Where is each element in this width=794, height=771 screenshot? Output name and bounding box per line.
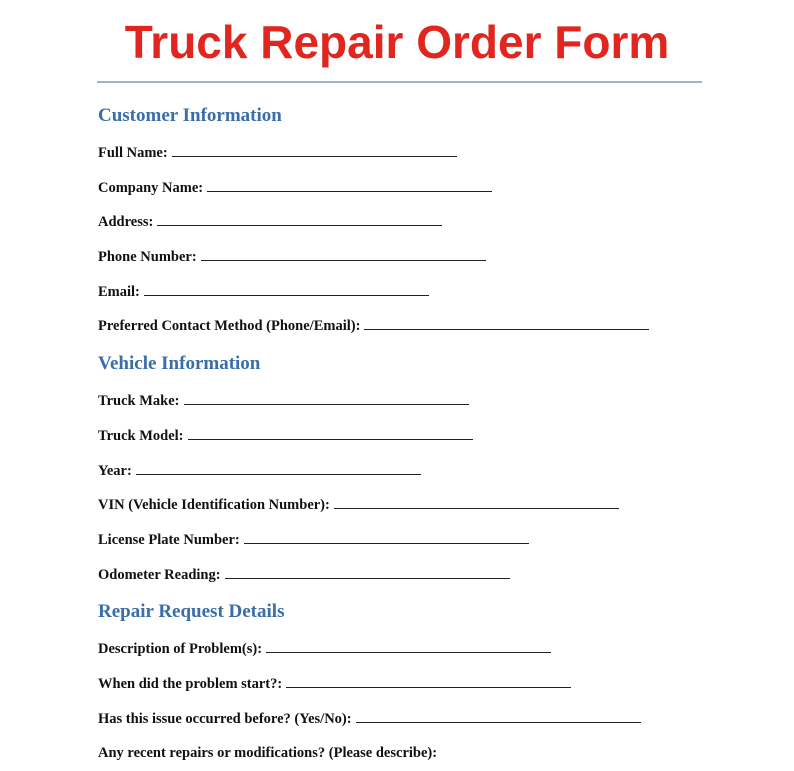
field-input-line[interactable] [157, 212, 442, 226]
field-label: Description of Problem(s): [98, 641, 263, 658]
form-field [98, 702, 718, 737]
field-label: Any recent repairs or modifications? (Please describe): [98, 745, 438, 762]
field-label: Preferred Contact Method (Phone/Email): [98, 318, 361, 335]
field-input-line[interactable] [334, 495, 619, 509]
field-input-line[interactable] [201, 247, 486, 261]
form-field [98, 384, 718, 419]
field-input-line[interactable] [244, 530, 529, 544]
form-field [98, 736, 718, 771]
section-heading: Repair Request Details [98, 601, 285, 623]
field-label: Email: [98, 283, 140, 300]
field-label: License Plate Number: [98, 531, 240, 548]
section-heading: Vehicle Information [98, 353, 261, 375]
field-input-line[interactable] [207, 178, 492, 192]
field-label: Phone Number: [98, 249, 197, 266]
field-label: Has this issue occurred before? (Yes/No): [98, 710, 352, 727]
field-input-line[interactable] [144, 282, 429, 296]
form-field [98, 558, 718, 593]
field-label: VIN (Vehicle Identification Number): [98, 497, 330, 514]
field-label: When did the problem start?: [98, 675, 283, 692]
form-field [98, 171, 718, 206]
form-field [98, 419, 718, 454]
field-label: Truck Model: [98, 427, 184, 444]
form-field [98, 275, 718, 310]
form-field [98, 205, 718, 240]
field-input-line[interactable] [136, 461, 421, 475]
form-field [98, 488, 718, 523]
field-input-line[interactable] [188, 426, 473, 440]
form-field [98, 136, 718, 171]
field-label: Address: [98, 214, 154, 231]
section-heading: Customer Information [98, 105, 282, 126]
form-field [98, 454, 718, 489]
form-field [98, 667, 718, 702]
field-input-line[interactable] [356, 709, 641, 723]
form-field [98, 240, 718, 275]
field-input-line[interactable] [172, 143, 457, 157]
field-label: Company Name: [98, 179, 204, 196]
field-input-line[interactable] [286, 674, 571, 688]
field-input-line[interactable] [225, 565, 510, 579]
form-field [98, 523, 718, 558]
form-field [98, 632, 718, 667]
field-label: Odometer Reading: [98, 566, 221, 583]
form-content [98, 96, 718, 771]
field-label: Year: [98, 462, 132, 479]
field-label: Truck Make: [98, 393, 180, 410]
title-divider [97, 81, 702, 83]
field-input-line[interactable] [364, 316, 649, 330]
field-label: Full Name: [98, 145, 168, 161]
field-input-line[interactable] [184, 391, 469, 405]
form-title: Truck Repair Order Form [124, 16, 670, 68]
form-field [98, 309, 718, 344]
field-input-line[interactable] [266, 639, 551, 653]
